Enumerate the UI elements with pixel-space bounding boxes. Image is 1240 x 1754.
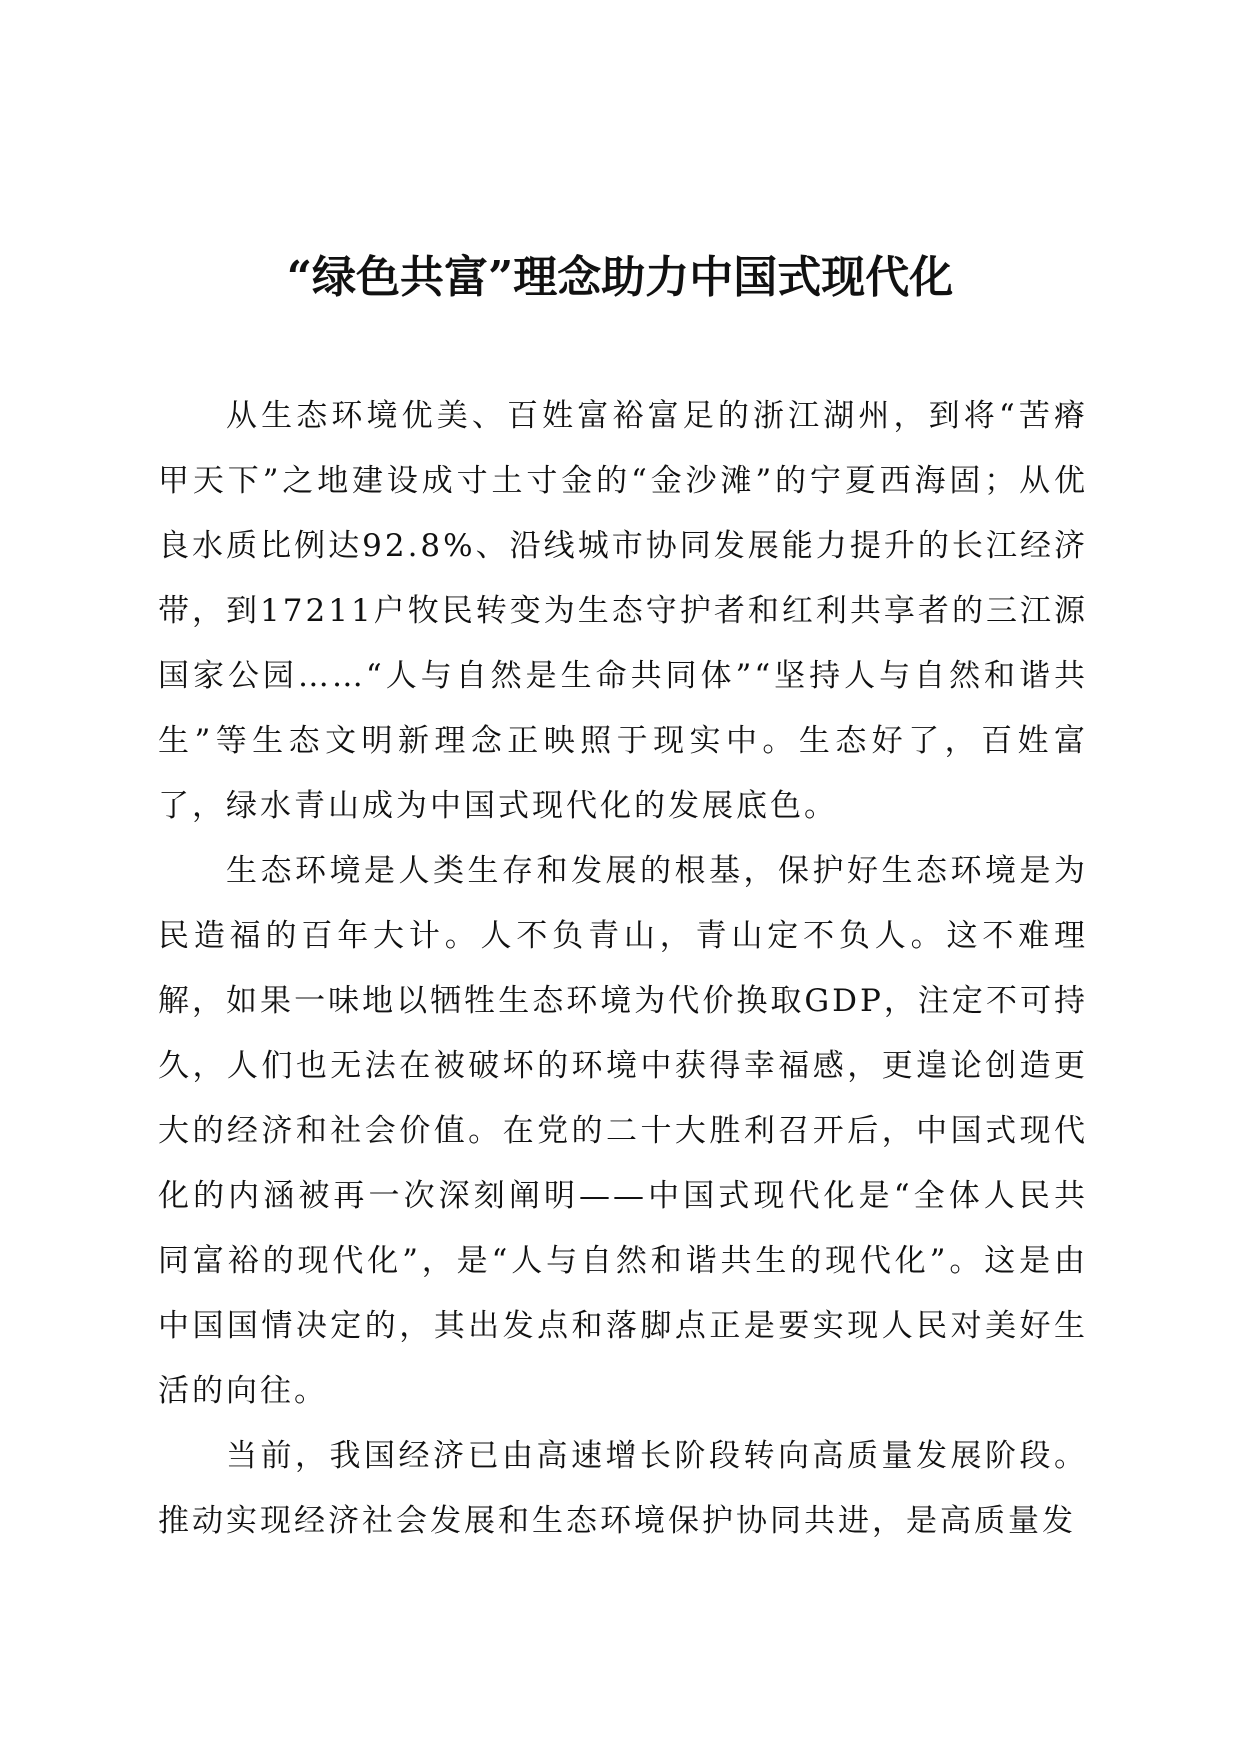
document-body bbox=[158, 384, 1088, 1554]
document-title: “绿色共富”理念助力中国式现代化 bbox=[286, 252, 954, 303]
paragraph-1: 从生态环境优美、百姓富裕富足的浙江湖州，到将“苦瘠甲天下”之地建设成寸土寸金的“金沙滩”的宁夏西海固；从优良水质比例达92.8%、沿线城市协同发展能力提升的长江经济带，到17211户牧民转变为生态守护者和红利共享者的三江源国家公园……“人与自然是生命共同体”“坚持人与自然和谐共生”等生态文明新理念正映照于现实中。生态好了，百姓富了，绿水青山成为中国式现代化的发展底色。 bbox=[158, 398, 1088, 824]
paragraph-2: 生态环境是人类生存和发展的根基，保护好生态环境是为民造福的百年大计。人不负青山，青山定不负人。这不难理解，如果一味地以牺牲生态环境为代价换取GDP，注定不可持久，人们也无法在被破坏的环境中获得幸福感，更遑论创造更大的经济和社会价值。在党的二十大胜利召开后，中国式现代化的内涵被再一次深刻阐明——中国式现代化是“全体人民共同富裕的现代化”，是“人与自然和谐共生的现代化”。这是由中国国情决定的，其出发点和落脚点正是要实现人民对美好生活的向往。 bbox=[158, 853, 1088, 1409]
paragraph-3: 当前，我国经济已由高速增长阶段转向高质量发展阶段。推动实现经济社会发展和生态环境保护协同共进，是高质量发 bbox=[158, 1438, 1088, 1539]
